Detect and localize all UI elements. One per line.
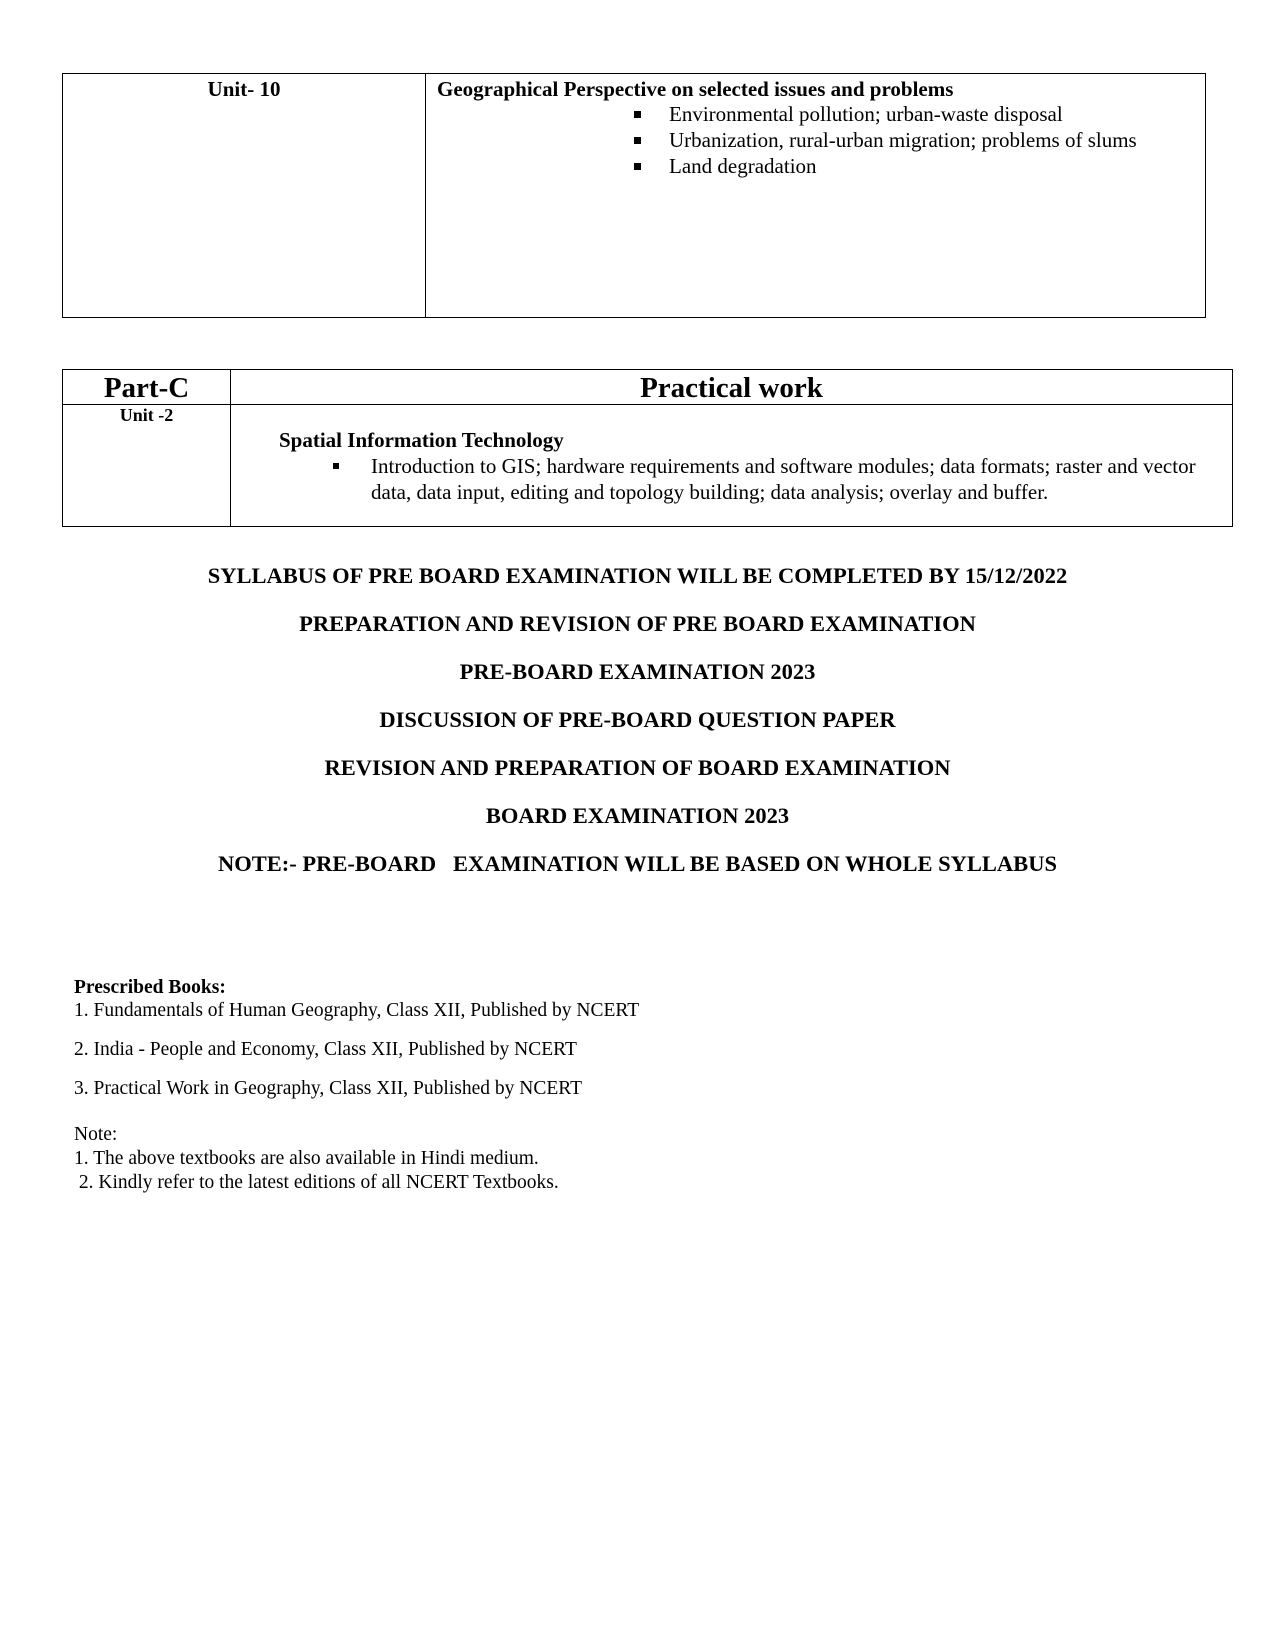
unit-heading: Spatial Information Technology <box>279 428 564 452</box>
square-bullet-icon <box>634 137 641 144</box>
note-heading: Note: <box>74 1124 118 1145</box>
square-bullet-icon <box>333 463 339 469</box>
square-bullet-icon <box>634 163 641 170</box>
topic-item: Introduction to GIS; hardware requirements and software modules; data formats; raster and vector data, data input, editing and topology building; data analysis; overlay and buffer. <box>333 453 1225 505</box>
square-bullet-icon <box>634 111 641 118</box>
notice-line: BOARD EXAMINATION 2023 <box>485 803 790 828</box>
note-item: 1. The above textbooks are also available in Hindi medium. <box>74 1148 539 1169</box>
notice-line: DISCUSSION OF PRE-BOARD QUESTION PAPER <box>379 707 896 732</box>
column-divider <box>425 74 426 317</box>
unit-label: Unit- 10 <box>207 77 281 101</box>
book-item: 1. Fundamentals of Human Geography, Class XII, Published by NCERT <box>74 1000 640 1021</box>
book-item: 2. India - People and Economy, Class XII, Published by NCERT <box>74 1039 577 1060</box>
unit-10-table <box>62 73 1206 318</box>
section-title: Practical work <box>640 372 823 404</box>
topic-item: Urbanization, rural-urban migration; problems of slums <box>631 127 1137 153</box>
notice-line: NOTE:- PRE-BOARD EXAMINATION WILL BE BASED ON WHOLE SYLLABUS <box>218 851 1057 876</box>
note-item: 2. Kindly refer to the latest editions of all NCERT Textbooks. <box>74 1172 559 1193</box>
topic-item: Environmental pollution; urban-waste disposal <box>631 101 1137 127</box>
books-heading: Prescribed Books: <box>74 977 226 998</box>
unit-heading: Geographical Perspective on selected issues and problems <box>437 77 954 101</box>
book-item: 3. Practical Work in Geography, Class XII, Published by NCERT <box>74 1078 582 1099</box>
notice-line: SYLLABUS OF PRE BOARD EXAMINATION WILL BE COMPLETED BY 15/12/2022 <box>207 563 1068 588</box>
unit-label: Unit -2 <box>119 405 174 425</box>
part-c-table <box>62 369 1233 527</box>
topic-item: Land degradation <box>631 153 1137 179</box>
part-label: Part-C <box>103 372 190 404</box>
notice-line: PREPARATION AND REVISION OF PRE BOARD EXAMINATION <box>299 611 976 636</box>
notice-line: PRE-BOARD EXAMINATION 2023 <box>459 659 816 684</box>
notice-line: REVISION AND PREPARATION OF BOARD EXAMINATION <box>324 755 951 780</box>
topic-list <box>631 101 1137 179</box>
